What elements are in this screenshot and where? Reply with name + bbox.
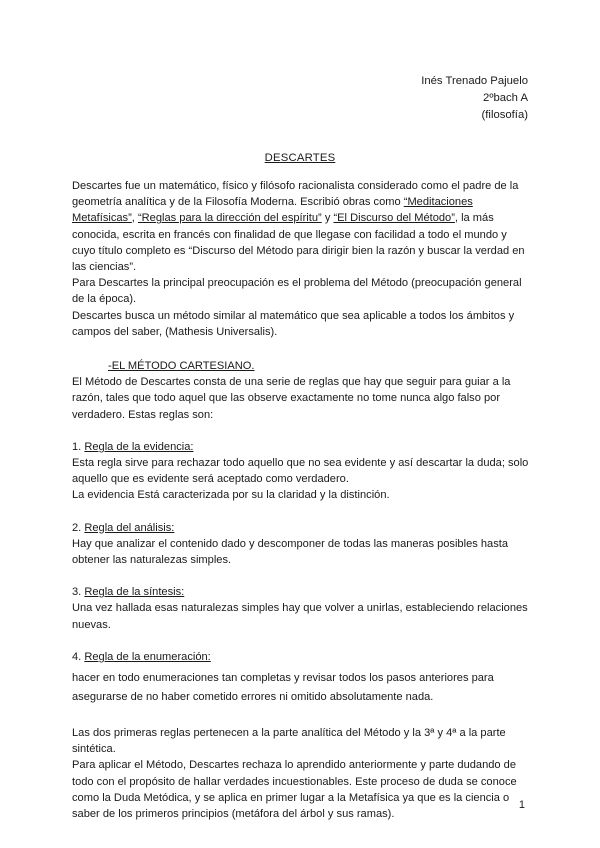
rule-number: 2. (72, 521, 85, 534)
rule-enumeration (72, 649, 530, 707)
course-label: 2ºbach A (483, 92, 528, 104)
closing-paragraph-1: Las dos primeras reglas pertenecen a la parte analítica del Método y la 3ª y 4ª a la parte sintética. (72, 727, 506, 756)
mathesis-paragraph: Descartes busca un método similar al matemático que sea aplicable a todos los ámbitos y campos del saber, (Mathesis Universalis). (72, 309, 515, 338)
rule-text: Esta regla sirve para rechazar todo aquello que no sea evidente y así descartar la duda; solo aquello que es evidente será aceptado como verdadero. (72, 457, 529, 486)
work-reglas: “Reglas para la dirección del espíritu” (137, 212, 322, 225)
method-subtitle: -EL MÉTODO CARTESIANO. (108, 360, 255, 373)
intro-separator-1: , (131, 212, 138, 225)
intro-text-end: , la más conocida, escrita en francés con finalidad de que llegase con facilidad a todo el mundo y cuyo título completo es “Discurso del Método para dirigir bien la razón y buscar la verdad en las ciencias”. (72, 212, 525, 274)
rule-text: Hay que analizar el contenido dado y descomponer de todas las maneras posibles hasta obtener las naturalezas simples. (72, 537, 509, 567)
rule-heading (72, 439, 530, 455)
rule-text: hacer en todo enumeraciones tan completas y revisar todos los pasos anteriores para asegurarse de no haber cometido errores ni omitido absolutamente nada. (72, 672, 494, 704)
intro-text-start: Descartes fue un matemático, físico y filósofo racionalista considerado como el padre de la geometría analítica y de la Filosofía Moderna. Escribió obras como (72, 180, 519, 209)
rule-heading (72, 649, 530, 665)
rule-evidence (72, 439, 530, 504)
page-number: 1 (518, 799, 525, 811)
subject-label: (filosofía) (481, 109, 528, 121)
rule-number: 4. (72, 650, 85, 663)
rule-number: 1. (72, 440, 85, 453)
author-header (421, 73, 528, 124)
work-discurso: “El Discurso del Método” (333, 212, 455, 225)
rule-heading (72, 584, 530, 600)
rule-analysis (72, 520, 530, 569)
author-name: Inés Trenado Pajuelo (421, 75, 528, 87)
work-meditaciones: “Meditaciones Metafísicas” (72, 196, 473, 225)
rule-heading (72, 520, 530, 536)
rule-name: Regla de la evidencia: (84, 440, 194, 453)
rule-number: 3. (72, 586, 85, 599)
rule-name: Regla de la enumeración: (84, 650, 211, 663)
closing-paragraph-2: Para aplicar el Método, Descartes rechaza lo aprendido anteriormente y parte dudando de todo con el propósito de hallar verdades incuestionables. Este proceso de duda se conoce como la Duda Metódica, y se aplica en primer lugar a la Metafísica ya que es la ciencia o saber de los primeros principios (metáfora del árbol y sus ramas). (72, 759, 517, 821)
method-section (72, 358, 530, 374)
intro-separator-2: y (321, 212, 334, 225)
rule-text: La evidencia Está caracterizada por su la claridad y la distinción. (72, 489, 390, 502)
rule-name: Regla del análisis: (84, 521, 175, 534)
rule-text: Una vez hallada esas naturalezas simples hay que volver a unirlas, estableciendo relaciones nuevas. (72, 602, 528, 631)
document-body (72, 178, 530, 822)
method-intro-paragraph: El Método de Descartes consta de una serie de reglas que hay que seguir para guiar a la razón, tales que todo aquel que las observe exactamente no tome nunca algo falso por verdadero. Estas reglas son: (72, 376, 511, 421)
rule-name: Regla de la síntesis: (84, 586, 185, 599)
method-problem-paragraph: Para Descartes la principal preocupación es el problema del Método (preocupación general de la época). (72, 277, 522, 306)
rule-synthesis (72, 584, 530, 633)
page-title: DESCARTES (264, 152, 336, 164)
intro-paragraph (72, 178, 530, 275)
